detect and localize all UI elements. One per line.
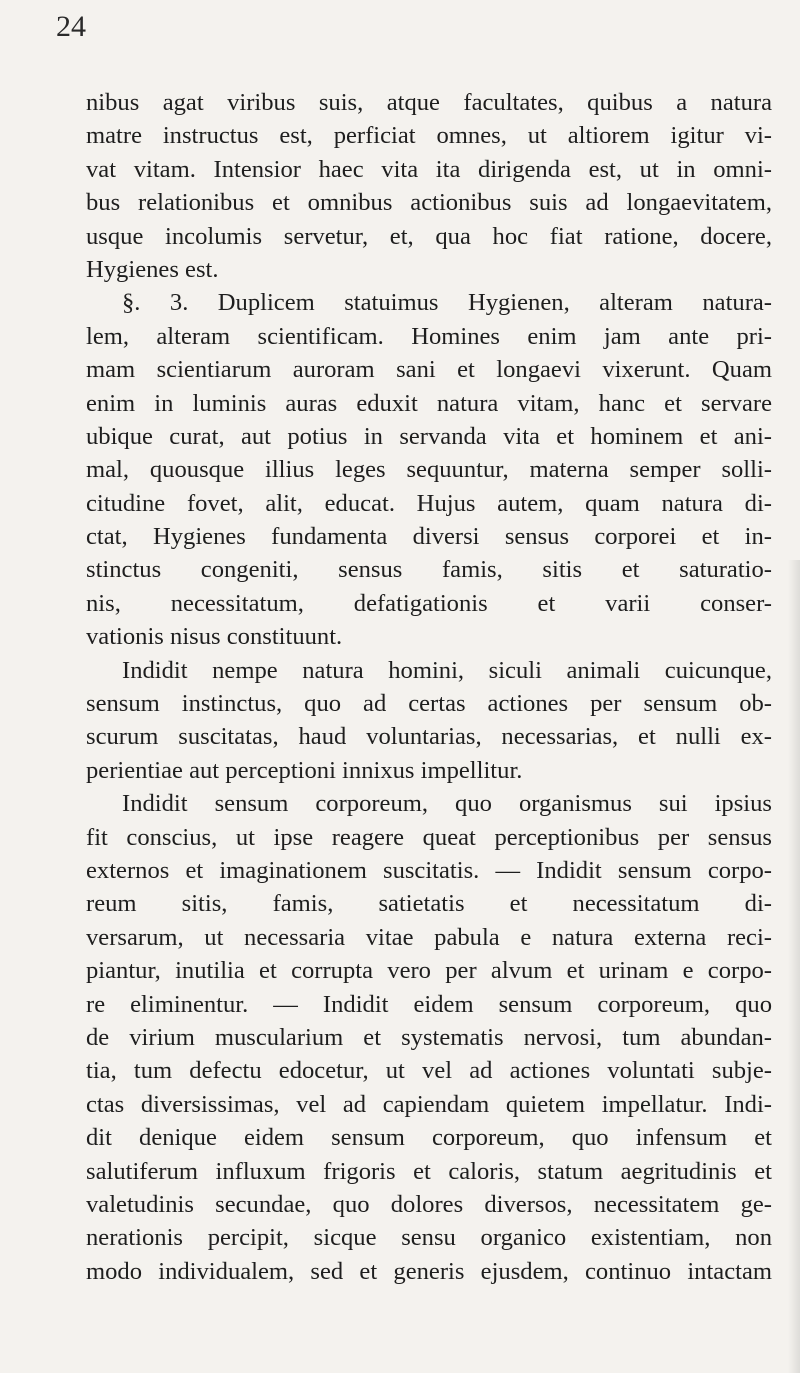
text-line: de virium muscularium et systematis nervosi, tum abundan- (86, 1023, 772, 1051)
text-line: nerationis percipit, sicque sensu organico existentiam, non (86, 1224, 772, 1252)
text-line: vationis nisus constituunt. (86, 623, 343, 651)
section-3-heading-line: §. 3. Duplicem statuimus Hygienen, alteram natura- (122, 289, 772, 317)
paragraph-start-line: Indidit nempe natura homini, siculi animali cuicunque, (122, 656, 772, 684)
text-line: sensum instinctus, quo ad certas actiones per sensum ob- (86, 690, 772, 718)
text-line: ubique curat, aut potius in servanda vita et hominem et ani- (86, 422, 772, 450)
text-line: usque incolumis servetur, et, qua hoc fiat ratione, docere, (86, 222, 772, 250)
text-line: bus relationibus et omnibus actionibus suis ad longaevitatem, (86, 189, 772, 217)
text-line: enim in luminis auras eduxit natura vitam, hanc et servare (86, 389, 772, 417)
text-line: valetudinis secundae, quo dolores diversos, necessitatem ge- (86, 1190, 772, 1218)
text-line: dit denique eidem sensum corporeum, quo infensum et (86, 1124, 772, 1152)
text-line: vat vitam. Intensior haec vita ita dirigenda est, ut in omni- (86, 155, 772, 183)
text-line: salutiferum influxum frigoris et caloris, statum aegritudinis et (86, 1157, 772, 1185)
text-line: perientiae aut perceptioni innixus impellitur. (86, 756, 523, 784)
text-line: reum sitis, famis, satietatis et necessitatum di- (86, 890, 772, 918)
text-line: externos et imaginationem suscitatis. — Indidit sensum corpo- (86, 856, 772, 884)
text-line: mal, quousque illius leges sequuntur, materna semper solli- (86, 456, 772, 484)
page-number: 24 (56, 10, 86, 43)
text-line: ctat, Hygienes fundamenta diversi sensus corporei et in- (86, 523, 772, 551)
text-line: re eliminentur. — Indidit eidem sensum corporeum, quo (86, 990, 772, 1018)
text-line: mam scientiarum auroram sani et longaevi vixerunt. Quam (86, 356, 772, 384)
text-line: modo individualem, sed et generis ejusdem, continuo intactam (86, 1257, 772, 1285)
page-edge-shadow (788, 560, 800, 1373)
text-line: nis, necessitatum, defatigationis et varii conser- (86, 589, 772, 617)
body-text (86, 86, 772, 1288)
text-line: Hygienes est. (86, 255, 219, 283)
text-line: lem, alteram scientificam. Homines enim jam ante pri- (86, 322, 772, 350)
text-line: nibus agat viribus suis, atque facultates, quibus a natura (86, 89, 772, 116)
text-line: tia, tum defectu edocetur, ut vel ad actiones voluntati subje- (86, 1057, 772, 1085)
text-line: matre instructus est, perficiat omnes, ut altiorem igitur vi- (86, 122, 772, 150)
text-line: scurum suscitatas, haud voluntarias, necessarias, et nulli ex- (86, 723, 772, 751)
text-line: ctas diversissimas, vel ad capiendam quietem impellatur. Indi- (86, 1090, 772, 1118)
paragraph-start-line: Indidit sensum corporeum, quo organismus sui ipsius (122, 790, 772, 818)
text-line: piantur, inutilia et corrupta vero per alvum et urinam e corpo- (86, 957, 772, 985)
text-line: fit conscius, ut ipse reagere queat perceptionibus per sensus (86, 823, 772, 851)
text-line: citudine fovet, alit, educat. Hujus autem, quam natura di- (86, 489, 772, 517)
text-line: versarum, ut necessaria vitae pabula e natura externa reci- (86, 923, 772, 951)
text-line: stinctus congeniti, sensus famis, sitis et saturatio- (86, 556, 772, 584)
